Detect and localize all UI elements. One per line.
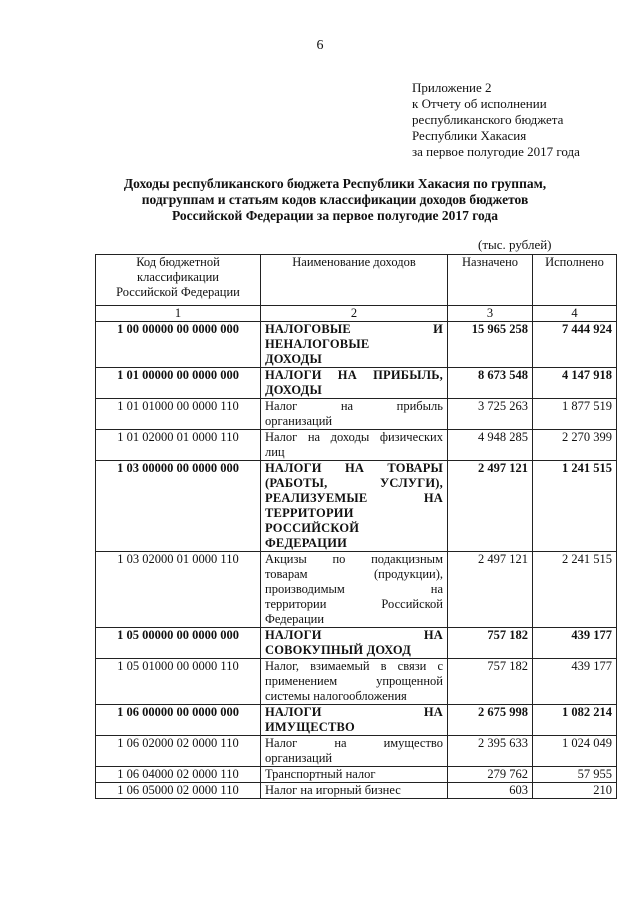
name-line: организаций [265, 414, 333, 428]
planned-cell: 4 948 285 [448, 430, 533, 461]
document-title [100, 176, 570, 224]
name-line: (РАБОТЫ, УСЛУГИ), [265, 476, 443, 490]
planned-cell: 757 182 [448, 628, 533, 659]
code-cell: 1 01 02000 01 0000 110 [96, 430, 261, 461]
table-row [96, 659, 617, 705]
name-line: ДОХОДЫ [265, 383, 322, 397]
executed-cell: 210 [533, 783, 617, 799]
executed-cell: 4 147 918 [533, 368, 617, 399]
table-row [96, 628, 617, 659]
code-cell: 1 05 01000 00 0000 110 [96, 659, 261, 705]
column-number: 1 [96, 306, 261, 322]
table-row [96, 368, 617, 399]
annex-line: к Отчету об исполнении [412, 96, 547, 111]
planned-cell: 2 675 998 [448, 705, 533, 736]
name-line: ФЕДЕРАЦИИ [265, 536, 348, 550]
name-cell [261, 399, 448, 430]
table-row [96, 736, 617, 767]
table-header-row [96, 255, 617, 306]
executed-cell: 2 241 515 [533, 552, 617, 628]
name-line: Налог на игорный бизнес [265, 783, 401, 797]
code-cell: 1 03 02000 01 0000 110 [96, 552, 261, 628]
name-line: применением упрощенной [265, 674, 443, 688]
name-line: ТЕРРИТОРИИ [265, 506, 354, 520]
table-row [96, 705, 617, 736]
name-line: ДОХОДЫ [265, 352, 322, 366]
code-cell: 1 05 00000 00 0000 000 [96, 628, 261, 659]
name-line: НАЛОГИ НА ПРИБЫЛЬ, [265, 368, 443, 382]
code-cell: 1 01 00000 00 0000 000 [96, 368, 261, 399]
code-cell: 1 06 00000 00 0000 000 [96, 705, 261, 736]
code-cell: 1 06 04000 02 0000 110 [96, 767, 261, 783]
name-line: организаций [265, 751, 333, 765]
annex-line: Приложение 2 [412, 80, 492, 95]
column-number: 2 [261, 306, 448, 322]
name-line: Налог на доходы физических [265, 430, 443, 444]
code-cell: 1 01 01000 00 0000 110 [96, 399, 261, 430]
name-line: СОВОКУПНЫЙ ДОХОД [265, 643, 412, 657]
name-cell [261, 783, 448, 799]
annex-line: республиканского бюджета [412, 112, 564, 127]
table-row [96, 399, 617, 430]
name-line: Акцизы по подакцизным [265, 552, 443, 566]
header-code-line: классификации [137, 270, 219, 284]
name-cell [261, 552, 448, 628]
name-cell [261, 461, 448, 552]
header-code [96, 255, 261, 306]
title-line: Российской Федерации за первое полугодие 2017 года [172, 208, 498, 223]
name-line: РОССИЙСКОЙ [265, 521, 360, 535]
header-executed: Исполнено [533, 255, 617, 306]
planned-cell: 8 673 548 [448, 368, 533, 399]
header-code-line: Российской Федерации [116, 285, 240, 299]
name-cell [261, 628, 448, 659]
name-line: Транспортный налог [265, 767, 376, 781]
header-planned: Назначено [448, 255, 533, 306]
title-line: Доходы республиканского бюджета Республики Хакасия по группам, [123, 176, 547, 191]
name-line: НАЛОГИ НА ТОВАРЫ [265, 461, 443, 475]
name-cell [261, 659, 448, 705]
planned-cell: 757 182 [448, 659, 533, 705]
name-line: НЕНАЛОГОВЫЕ [265, 337, 370, 351]
table-row [96, 322, 617, 368]
table-row [96, 461, 617, 552]
name-line: НАЛОГИ НА [265, 705, 443, 719]
header-code-line: Код бюджетной [136, 255, 220, 269]
name-line: территории Российской [265, 597, 443, 611]
planned-cell: 2 497 121 [448, 461, 533, 552]
name-line: Налог на прибыль [265, 399, 443, 413]
name-cell [261, 368, 448, 399]
executed-cell: 7 444 924 [533, 322, 617, 368]
executed-cell: 1 024 049 [533, 736, 617, 767]
name-line: Налог на имущество [265, 736, 443, 750]
name-cell [261, 705, 448, 736]
annex-line: за первое полугодие 2017 года [412, 144, 580, 159]
name-cell [261, 736, 448, 767]
header-name: Наименование доходов [261, 255, 448, 306]
executed-cell: 1 082 214 [533, 705, 617, 736]
planned-cell: 2 395 633 [448, 736, 533, 767]
title-line: подгруппам и статьям кодов классификации доходов бюджетов [141, 192, 529, 207]
column-number: 4 [533, 306, 617, 322]
annex-note [412, 80, 580, 160]
table-row [96, 430, 617, 461]
code-cell: 1 06 02000 02 0000 110 [96, 736, 261, 767]
code-cell: 1 00 00000 00 0000 000 [96, 322, 261, 368]
executed-cell: 1 241 515 [533, 461, 617, 552]
executed-cell: 439 177 [533, 628, 617, 659]
table-row [96, 767, 617, 783]
name-line: Федерации [265, 612, 325, 626]
name-cell [261, 767, 448, 783]
name-cell [261, 430, 448, 461]
planned-cell: 603 [448, 783, 533, 799]
table-row [96, 552, 617, 628]
name-line: производимым на [265, 582, 443, 596]
name-line: лиц [265, 445, 285, 459]
revenue-table [95, 254, 617, 799]
executed-cell: 57 955 [533, 767, 617, 783]
code-cell: 1 03 00000 00 0000 000 [96, 461, 261, 552]
code-cell: 1 06 05000 02 0000 110 [96, 783, 261, 799]
column-number: 3 [448, 306, 533, 322]
executed-cell: 2 270 399 [533, 430, 617, 461]
name-line: системы налогообложения [265, 689, 407, 703]
planned-cell: 279 762 [448, 767, 533, 783]
name-line: НАЛОГИ НА [265, 628, 443, 642]
executed-cell: 439 177 [533, 659, 617, 705]
name-line: НАЛОГОВЫЕ И [265, 322, 443, 336]
units-label: (тыс. рублей) [478, 237, 552, 252]
planned-cell: 3 725 263 [448, 399, 533, 430]
planned-cell: 2 497 121 [448, 552, 533, 628]
planned-cell: 15 965 258 [448, 322, 533, 368]
name-line: ИМУЩЕСТВО [265, 720, 355, 734]
name-line: Налог, взимаемый в связи с [265, 659, 443, 673]
page-number: 6 [316, 38, 324, 53]
table-row [96, 783, 617, 799]
column-number-row [96, 306, 617, 322]
annex-line: Республики Хакасия [412, 128, 527, 143]
executed-cell: 1 877 519 [533, 399, 617, 430]
name-line: РЕАЛИЗУЕМЫЕ НА [265, 491, 443, 505]
name-cell [261, 322, 448, 368]
name-line: товарам (продукции), [265, 567, 443, 581]
